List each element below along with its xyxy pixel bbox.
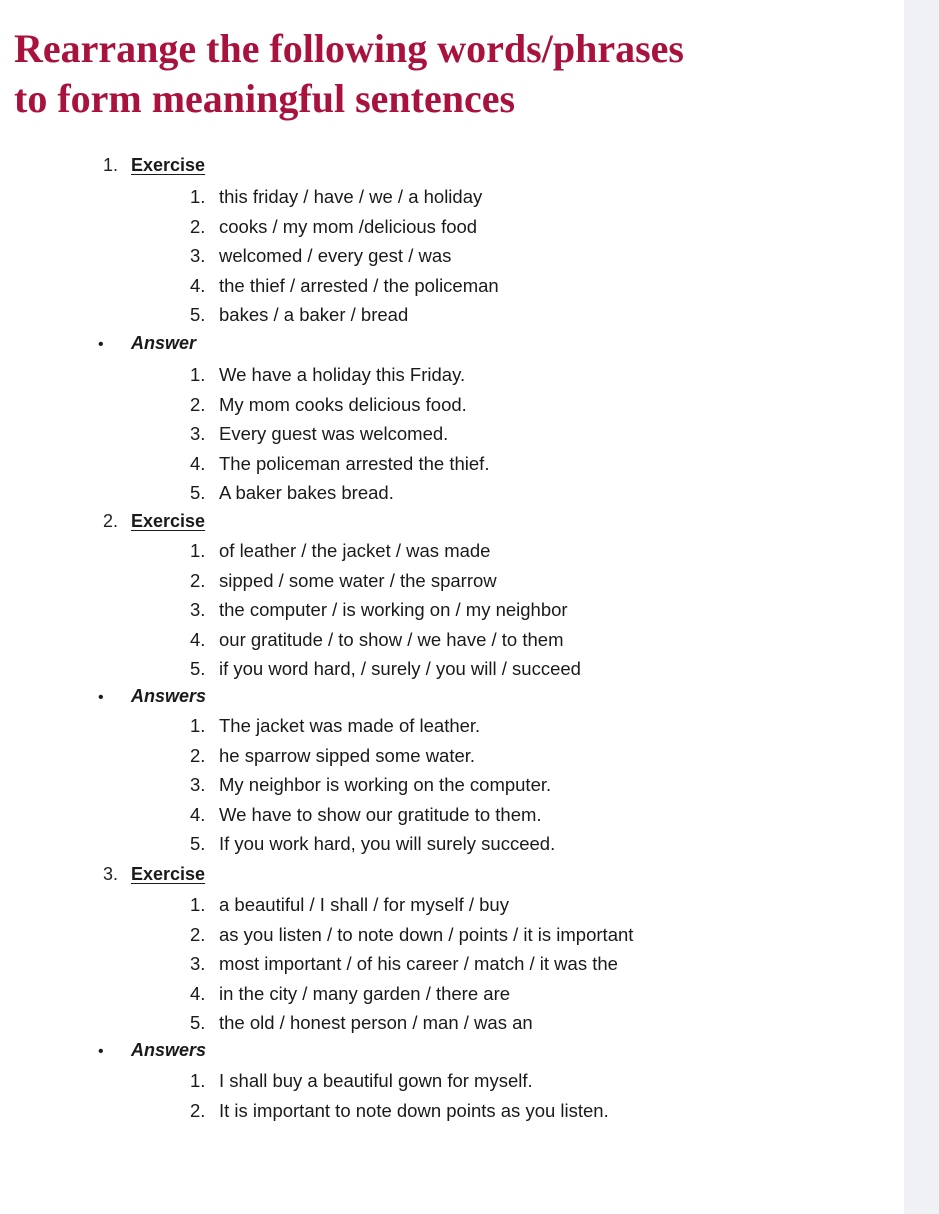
list-item — [190, 770, 555, 800]
item-number: 3. — [190, 245, 206, 266]
item-text: most important / of his career / match / it was the — [219, 953, 618, 974]
item-text: if you word hard, / surely / you will / succeed — [219, 658, 581, 679]
page-margin-strip — [904, 0, 939, 1214]
bullet-icon: • — [98, 336, 104, 353]
item-number: 5. — [190, 658, 206, 679]
item-text: The policeman arrested the thief. — [219, 452, 490, 474]
item-number: 3. — [190, 599, 206, 620]
list-item — [190, 890, 633, 920]
item-number: 1. — [190, 894, 206, 915]
list-item — [190, 595, 581, 625]
answer-heading-3 — [98, 1039, 206, 1063]
item-number: 1. — [190, 364, 206, 385]
list-item — [190, 920, 633, 950]
exercise-number: 1. — [103, 155, 119, 175]
item-text: our gratitude / to show / we have / to them — [219, 628, 564, 650]
answer-label: Answer — [131, 333, 197, 353]
list-item — [190, 300, 499, 330]
item-number: 5. — [190, 482, 206, 503]
list-item — [190, 800, 555, 830]
list-item — [190, 979, 633, 1009]
item-number: 5. — [190, 833, 206, 854]
answer-list-2 — [190, 711, 555, 859]
item-text: in the city / many garden / there are — [219, 982, 511, 1004]
list-item — [190, 829, 555, 859]
list-item — [190, 1096, 609, 1126]
exercise-heading-1 — [103, 154, 205, 176]
item-number: 1. — [190, 186, 206, 207]
list-item — [190, 360, 489, 390]
list-item — [190, 536, 581, 566]
item-number: 2. — [190, 393, 206, 415]
item-number: 4. — [190, 274, 206, 296]
exercise-label: Exercise — [131, 864, 206, 884]
exercise-heading-2 — [103, 510, 205, 532]
item-number: 1. — [190, 1070, 206, 1091]
item-number: 5. — [190, 304, 206, 325]
item-text: sipped / some water / the sparrow — [219, 569, 497, 591]
item-text: cooks / my mom /delicious food — [219, 215, 478, 237]
exercise-number: 3. — [103, 864, 119, 884]
answer-label: Answers — [131, 1040, 207, 1060]
item-text: a beautiful / I shall / for myself / buy — [219, 894, 509, 915]
exercise-label: Exercise — [131, 511, 206, 531]
list-item — [190, 478, 489, 508]
item-text: the old / honest person / man / was an — [219, 1012, 533, 1033]
item-number: 1. — [190, 715, 206, 736]
item-text: My mom cooks delicious food. — [219, 393, 467, 415]
list-item — [190, 182, 499, 212]
bullet-icon: • — [98, 689, 104, 706]
item-text: he sparrow sipped some water. — [219, 744, 476, 766]
item-text: this friday / have / we / a holiday — [219, 186, 483, 207]
list-item — [190, 741, 555, 771]
item-number: 2. — [190, 923, 206, 945]
item-number: 5. — [190, 1012, 206, 1033]
answer-heading-2 — [98, 685, 206, 709]
item-number: 3. — [190, 953, 206, 974]
item-number: 4. — [190, 452, 206, 474]
item-number: 2. — [190, 215, 206, 237]
item-text: of leather / the jacket / was made — [219, 540, 491, 561]
list-item — [190, 1008, 633, 1038]
item-text: My neighbor is working on the computer. — [219, 774, 552, 795]
exercise-heading-3 — [103, 863, 205, 885]
list-item — [190, 419, 489, 449]
item-text: A baker bakes bread. — [219, 482, 394, 503]
item-text: the thief / arrested / the policeman — [219, 274, 499, 296]
item-text: It is important to note down points as you listen. — [219, 1099, 609, 1121]
item-text: bakes / a baker / bread — [219, 304, 409, 325]
bullet-icon: • — [98, 1043, 104, 1060]
list-item — [190, 241, 499, 271]
answer-heading-1 — [98, 332, 196, 356]
answer-label: Answers — [131, 686, 207, 706]
item-number: 2. — [190, 569, 206, 591]
list-item — [190, 625, 581, 655]
item-number: 4. — [190, 803, 206, 825]
list-item — [190, 654, 581, 684]
list-item — [190, 1066, 609, 1096]
item-text: We have a holiday this Friday. — [219, 364, 466, 385]
item-text: I shall buy a beautiful gown for myself. — [219, 1070, 533, 1091]
item-number: 4. — [190, 628, 206, 650]
item-text: as you listen / to note down / points / it is important — [219, 923, 634, 945]
list-item — [190, 212, 499, 242]
item-number: 4. — [190, 982, 206, 1004]
answer-list-3 — [190, 1066, 609, 1125]
item-number: 2. — [190, 744, 206, 766]
exercise-number: 2. — [103, 511, 119, 531]
exercise-list-3 — [190, 890, 633, 1038]
title-line-2: to form meaningful sentences — [14, 76, 516, 121]
page-title — [14, 24, 874, 124]
item-text: If you work hard, you will surely succeed. — [219, 833, 556, 854]
list-item — [190, 390, 489, 420]
item-text: welcomed / every gest / was — [219, 245, 452, 266]
answer-list-1 — [190, 360, 489, 508]
list-item — [190, 711, 555, 741]
list-item — [190, 449, 489, 479]
item-number: 3. — [190, 423, 206, 444]
list-item — [190, 271, 499, 301]
item-text: the computer / is working on / my neighbor — [219, 599, 568, 620]
exercise-label: Exercise — [131, 155, 206, 175]
item-text: We have to show our gratitude to them. — [219, 803, 542, 825]
item-number: 3. — [190, 774, 206, 795]
exercise-list-1 — [190, 182, 499, 330]
list-item — [190, 949, 633, 979]
item-text: Every guest was welcomed. — [219, 423, 449, 444]
exercise-list-2 — [190, 536, 581, 684]
item-text: The jacket was made of leather. — [219, 715, 481, 736]
item-number: 2. — [190, 1099, 206, 1121]
list-item — [190, 566, 581, 596]
item-number: 1. — [190, 540, 206, 561]
title-line-1: Rearrange the following words/phrases — [14, 26, 684, 71]
